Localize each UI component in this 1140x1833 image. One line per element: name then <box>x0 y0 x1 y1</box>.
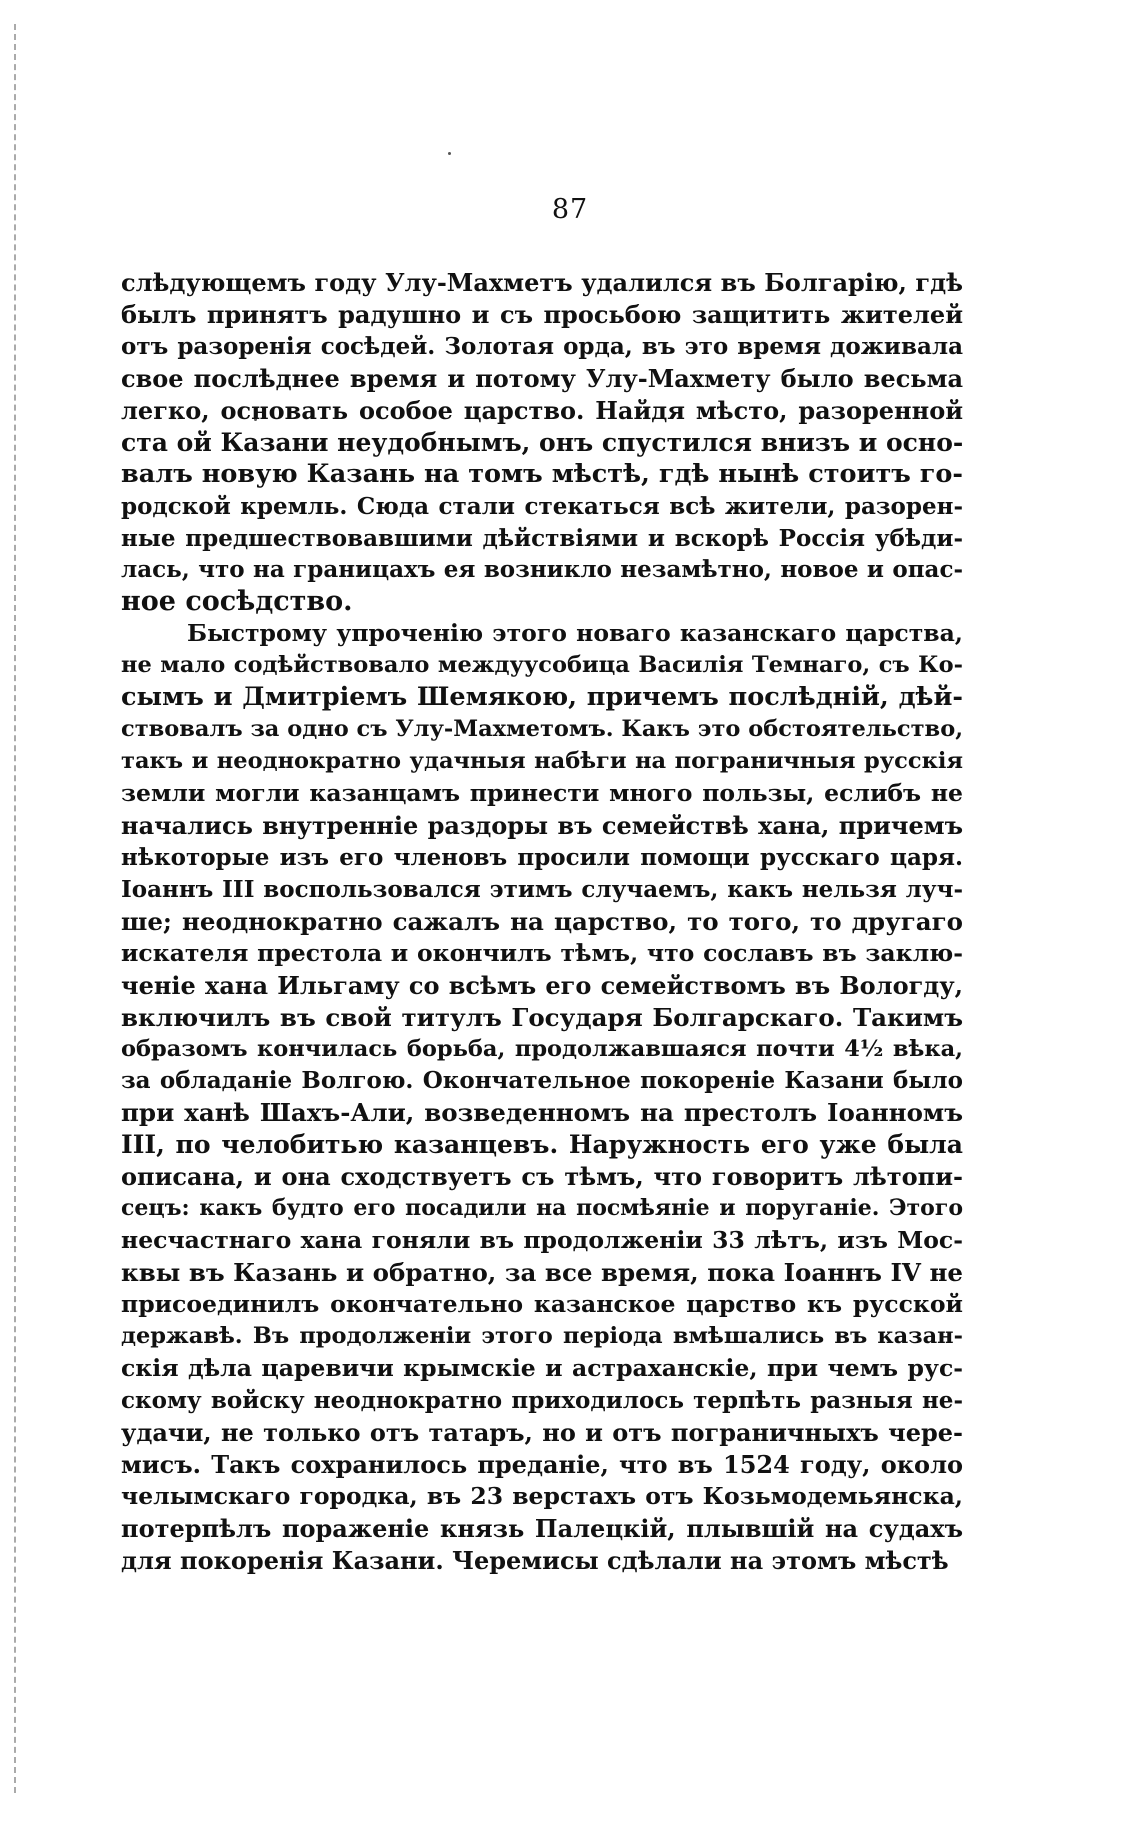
text-line: сецъ: какъ будто его посадили на посмѣяніе и поруганіе. Этого <box>121 1195 963 1222</box>
text-line: за обладаніе Волгою. Окончательное покореніе Казани было <box>121 1067 963 1095</box>
text-line: не мало содѣйствовало междуусобица Василія Темнаго, съ Ко- <box>121 652 963 679</box>
text-line: такъ и неоднократно удачныя набѣги на пограничныя русскія <box>121 748 963 775</box>
text-line: описана, и она сходствуетъ съ тѣмъ, что говоритъ лѣтопи- <box>121 1162 963 1192</box>
text-line: ше; неоднократно сажалъ на царство, то того, то другаго <box>121 906 963 936</box>
text-line: искателя престола и окончилъ тѣмъ, что сославъ въ заклю- <box>121 938 963 967</box>
text-line: включилъ въ свой титулъ Государя Болгарскаго. Такимъ <box>121 1002 963 1032</box>
paragraph <box>121 618 963 1576</box>
text-line: при ханѣ Шахъ-Али, возведенномъ на престолъ Іоанномъ <box>121 1098 963 1128</box>
page-number: 87 <box>551 194 589 225</box>
text-line: Быстрому упроченію этого новаго казанскаго царства, <box>187 619 963 648</box>
text-line: ста ой Казани неудобнымъ, онъ спустился внизъ и осно- <box>121 427 963 457</box>
text-line: валъ новую Казань на томъ мѣстѣ, гдѣ нынѣ стоитъ го- <box>121 458 963 489</box>
text-line: челымскаго городка, въ 23 верстахъ отъ Козьмодемьянска, <box>121 1481 963 1510</box>
text-line: III, по челобитью казанцевъ. Наружность его уже была <box>121 1130 963 1160</box>
text-line: скія дѣла царевичи крымскіе и астраханскіе, при чемъ рус- <box>121 1353 963 1382</box>
text-line: былъ принятъ радушно и съ просьбою защитить жителей <box>121 299 963 329</box>
text-line: свое послѣднее время и потому Улу-Махмету было весьма <box>121 363 963 393</box>
text-line: для покоренія Казани. Черемисы сдѣлали на этомъ мѣстѣ <box>121 1545 949 1575</box>
text-line: легко, основать особое царство. Найдя мѣсто, разоренной <box>121 395 963 425</box>
text-line: присоединилъ окончательно казанское царство къ русской <box>121 1290 963 1318</box>
text-line: державѣ. Въ продолженіи этого періода вмѣшались въ казан- <box>121 1322 963 1349</box>
text-line: ное сосѣдство. <box>121 586 353 618</box>
text-line: несчастнаго хана гоняли въ продолженіи 33 лѣтъ, изъ Мос- <box>121 1226 963 1255</box>
text-line: ные предшествовавшими дѣйствіями и вскорѣ Россія убѣди- <box>121 524 963 552</box>
paragraph <box>121 267 963 618</box>
scan-margin-line <box>14 24 16 1793</box>
text-line: квы въ Казань и обратно, за все время, пока Іоаннъ IV не <box>121 1258 963 1288</box>
scan-speck <box>448 152 451 155</box>
text-line: мисъ. Такъ сохранилось преданіе, что въ 1524 году, около <box>121 1449 963 1479</box>
text-line: потерпѣлъ пораженіе князь Палецкій, плывшій на судахъ <box>121 1513 963 1543</box>
text-line: лась, что на границахъ ея возникло незамѣтно, новое и опас- <box>121 556 963 584</box>
text-line: слѣдующемъ году Улу-Махметъ удалился въ Болгарію, гдѣ <box>121 268 963 297</box>
text-line: сымъ и Дмитріемъ Шемякою, причемъ послѣдній, дѣй- <box>121 682 963 713</box>
text-line: удачи, не только отъ татаръ, но и отъ пограничныхъ чере- <box>121 1417 963 1447</box>
text-line: ствовалъ за одно съ Улу-Махметомъ. Какъ это обстоятельство, <box>121 716 963 743</box>
text-line: начались внутренніе раздоры въ семействѣ хана, причемъ <box>121 810 963 840</box>
text-line: отъ разоренія сосѣдей. Золотая орда, въ это время доживала <box>121 332 963 360</box>
text-line: земли могли казанцамъ принести много пользы, еслибъ не <box>121 779 963 807</box>
text-line: родской кремль. Сюда стали стекаться всѣ жители, разорен- <box>121 492 963 520</box>
text-line: образомъ кончилась борьба, продолжавшаяся почти 4½ вѣка, <box>121 1035 963 1062</box>
body-text <box>121 267 963 1576</box>
text-line: ченіе хана Ильгаму со всѣмъ его семействомъ въ Вологду, <box>121 970 963 1000</box>
text-line: скому войску неоднократно приходилось терпѣть разныя не- <box>121 1386 963 1414</box>
text-line: нѣкоторые изъ его членовъ просили помощи русскаго царя. <box>121 843 963 871</box>
text-line: Іоаннъ III воспользовался этимъ случаемъ, какъ нельзя луч- <box>121 875 963 903</box>
